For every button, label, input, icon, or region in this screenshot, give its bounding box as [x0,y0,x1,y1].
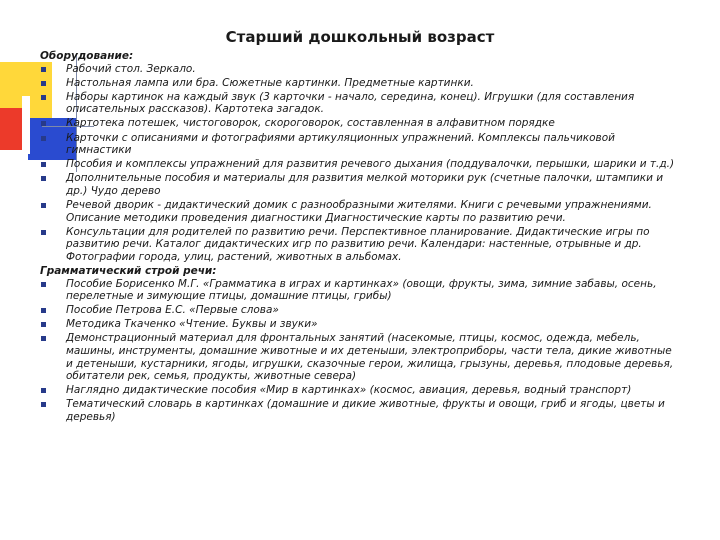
list-item-text: Настольная лампа или бра. Сюжетные картинки. Предметные картинки. [66,76,474,89]
equipment-list [40,63,680,264]
list-item-text: Консультации для родителей по развитию речи. Перспективное планирование. Дидактические игры по развитию речи. Каталог дидактических игр по развитию речи. Календари: настенные, отрывные и др. Фотографии города, улиц, растений, животных в альбомах. [66,225,650,263]
bullet-icon [41,95,46,100]
bullet-icon [41,308,46,313]
slide-content [40,50,680,425]
list-item [40,63,680,76]
list-item-text: Наглядно дидактические пособия «Мир в картинках» (космос, авиация, деревья, водный транспорт) [66,384,632,397]
bullet-icon [41,81,46,86]
decor-red-block [0,108,22,150]
grammar-list [40,278,680,424]
section-heading-equipment: Оборудование: [40,50,134,62]
list-item-text: Методика Ткаченко «Чтение. Буквы и звуки» [66,318,318,331]
list-item-text: Тематический словарь в картинках (домашние и дикие животные, фрукты и овощи, гриб и ягоды, цветы и деревья) [66,398,665,424]
list-item [40,384,680,397]
list-item [40,77,680,90]
section-heading-grammar: Грамматический строй речи: [40,265,217,277]
bullet-icon [41,121,46,126]
list-item [40,304,680,317]
list-item [40,117,680,130]
list-item-text: Пособие Борисенко М.Г. «Грамматика в играх и картинках» (овощи, фрукты, зима, зимние забавы, осень, перелетные и зимующие птицы, домашние птицы, грибы) [66,277,657,303]
list-item-text: Рабочий стол. Зеркало. [66,62,196,75]
list-item-text: Карточки с описаниями и фотографиями артикуляционных упражнений. Комплексы пальчиковой гимнастики [66,131,615,157]
list-item-text: Пособие Петрова Е.С. «Первые слова» [66,304,279,317]
bullet-icon [41,282,46,287]
list-item [40,226,680,264]
list-item [40,132,680,157]
list-item-text: Пособия и комплексы упражнений для развития речевого дыхания (поддувалочки, перышки, шарики и т.д.) [66,158,675,171]
bullet-icon [41,176,46,181]
list-item [40,158,680,171]
list-item-text: Демонстрационный материал для фронтальных занятий (насекомые, птицы, космос, одежда, мебель, машины, инструменты, домашние животные и их детеныши, электроприборы, части тела, дикие животные и детеныши, кустарники, ягоды, игрушки, сказочные герои, жилища, грызуны, деревья, плодовые деревья, обитатели рек, семья, продукты, животные севера) [66,332,674,383]
bullet-icon [41,322,46,327]
bullet-icon [41,162,46,167]
bullet-icon [41,336,46,341]
list-item [40,318,680,331]
bullet-icon [41,388,46,393]
list-item-text: Дополнительные пособия и материалы для развития мелкой моторики рук (счетные палочки, штампики и др.) Чудо дерево [66,172,664,197]
list-item [40,332,680,382]
bullet-icon [41,203,46,208]
decor-white-gap [22,96,30,154]
slide-title: Старший дошкольный возраст [225,28,495,46]
list-item [40,91,680,116]
bullet-icon [41,402,46,407]
list-item [40,199,680,224]
list-item-text: Картотека потешек, чистоговорок, скороговорок, составленная в алфавитном порядке [66,117,555,130]
list-item [40,278,680,303]
list-item-text: Речевой дворик - дидактический домик с разнообразными жителями. Книги с речевыми упражнениями. Описание методики проведения диагностики Диагностические карты по развитию речи. [66,199,652,224]
list-item-text: Наборы картинок на каждый звук (3 карточки - начало, середина, конец). Игрушки (для составления описательных рассказов). Картотека загадок. [66,90,635,116]
bullet-icon [41,136,46,141]
bullet-icon [41,230,46,235]
list-item [40,172,680,197]
list-item [40,398,680,423]
bullet-icon [41,67,46,72]
